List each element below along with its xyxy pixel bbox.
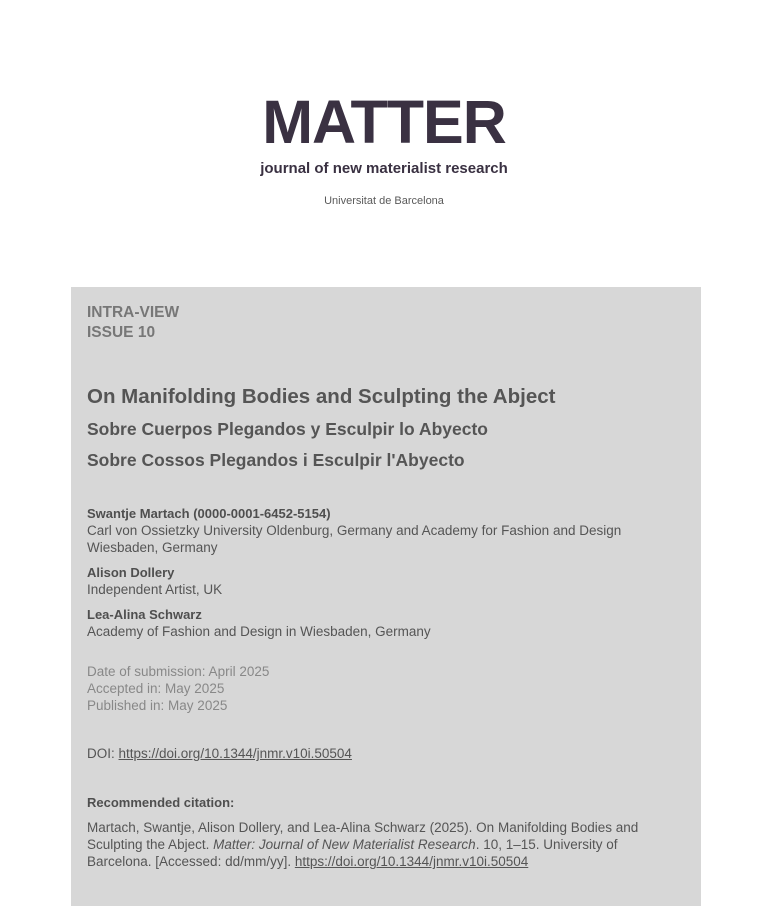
citation-text: Martach, Swantje, Alison Dollery, and Lea-Alina Schwarz (2025). On Manifolding Bodies and Sculpting the Abject. [87, 820, 639, 852]
doi-link[interactable]: https://doi.org/10.1344/jnmr.v10i.50504 [118, 746, 352, 761]
citation-doi-link[interactable]: https://doi.org/10.1344/jnmr.v10i.50504 [294, 854, 529, 869]
author-name: Alison Dollery [87, 565, 175, 580]
accepted-date: Accepted in: May 2025 [87, 681, 225, 696]
author-affiliation-cont: Wiesbaden, Germany [87, 540, 218, 555]
author-name: Swantje Martach (0000-0001-6452-5154) [87, 506, 331, 521]
recommended-citation [87, 819, 681, 870]
author-affiliation: Independent Artist, UK [87, 582, 223, 597]
doi-line [87, 745, 352, 762]
journal-title: MATTER [262, 88, 506, 156]
citation-heading: Recommended citation: [87, 795, 235, 810]
author-name: Lea-Alina Schwarz [87, 607, 202, 622]
citation-text-cont: . 10, 1–15. University of Barcelona. [Accessed: dd/mm/yy]. [87, 837, 618, 869]
section-type: INTRA-VIEW [87, 304, 180, 321]
submission-date: Date of submission: April 2025 [87, 664, 270, 679]
publication-dates [87, 663, 269, 714]
author-entry [87, 606, 681, 640]
article-title-spanish: Sobre Cuerpos Plegandos y Esculpir lo Abyecto [87, 419, 488, 439]
author-affiliation: Academy of Fashion and Design in Wiesbaden, Germany [87, 624, 431, 639]
article-info-panel [71, 287, 701, 906]
doi-label: DOI: [87, 746, 119, 761]
author-list [87, 505, 681, 648]
article-title-english: On Manifolding Bodies and Sculpting the Abject [87, 385, 556, 408]
article-title-catalan: Sobre Cossos Plegandos i Esculpir l'Abyecto [87, 450, 465, 470]
citation-journal-name: Matter: Journal of New Materialist Research [213, 837, 476, 852]
published-date: Published in: May 2025 [87, 698, 228, 713]
journal-subtitle: journal of new materialist research [260, 160, 508, 177]
author-entry [87, 505, 681, 556]
article-titles [87, 383, 681, 472]
masthead [0, 88, 768, 208]
university-name: Universitat de Barcelona [324, 195, 444, 207]
author-entry [87, 564, 681, 598]
section-label [87, 303, 179, 343]
issue-number: ISSUE 10 [87, 324, 156, 341]
author-affiliation: Carl von Ossietzky University Oldenburg, Germany and Academy for Fashion and Design [87, 523, 622, 538]
